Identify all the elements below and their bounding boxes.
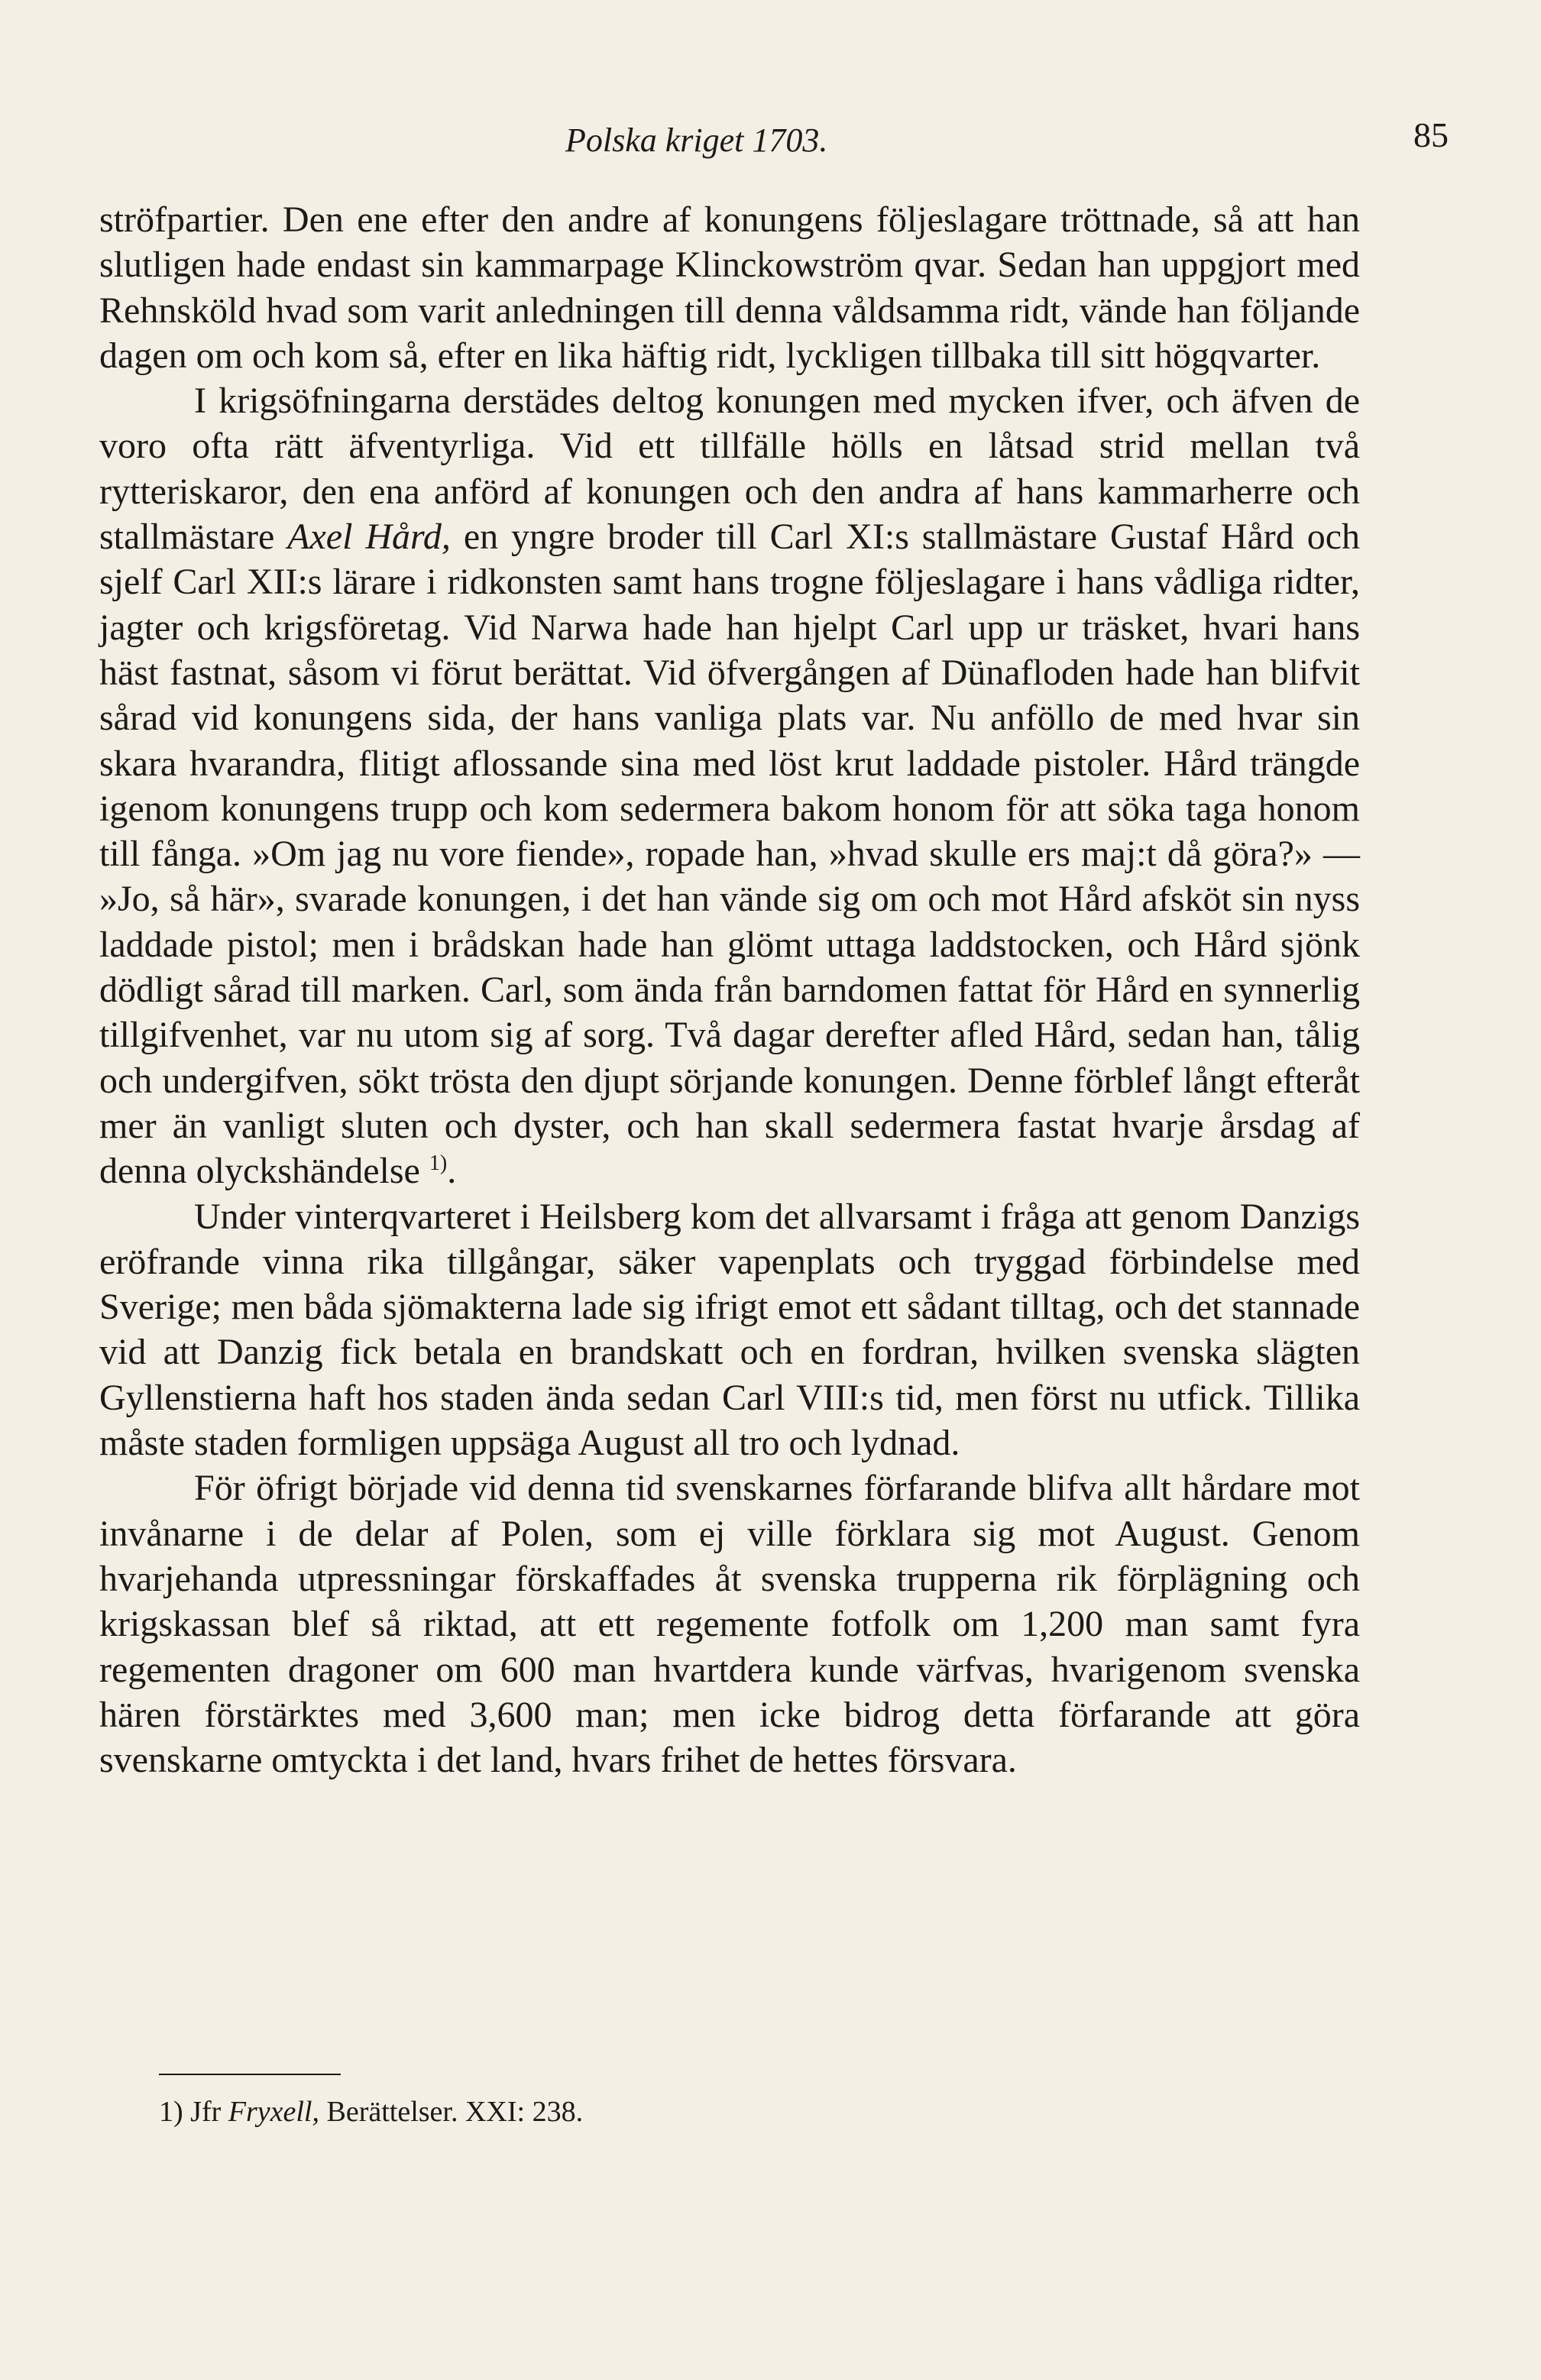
italic-name: Axel Hård, [287, 516, 451, 558]
page-number: 85 [1413, 115, 1449, 154]
footnote-reference: Berättelser. XXI: 238. [326, 2096, 584, 2128]
footnote-author: Fryxell, [228, 2096, 319, 2128]
paragraph [99, 1194, 1360, 1466]
text-run: . [447, 1151, 457, 1192]
text-run: I krigsöfningarna derstädes deltog konungen med mycken ifver, och äfven de voro ofta rätt äfventyrliga. Vid ett tillfälle hölls en låtsad strid mellan två rytteriskaror, den ena anförd af konungen och den andra af hans kammarherre och stallmästare [99, 380, 1360, 558]
paragraph [99, 378, 1360, 1193]
text-run: en yngre broder till Carl XI:s stallmästare Gustaf Hård och sjelf Carl XII:s lärare i ridkonsten samt hans trogne följeslagare i hans vådliga ridter, jagter och krigsföretag. Vid Narwa hade han hjelpt Carl upp ur träsket, hvari hans häst fastnat, såsom vi förut berättat. Vid öfvergången af Dünafloden hade han blifvit sårad vid konungens sida, der hans vanliga plats var. Nu anföllo de med hvar sin skara hvarandra, flitigt aflossande sina med löst krut laddade pistoler. Hård trängde igenom konungens trupp och kom sedermera bakom honom för att söka taga honom till fånga. »Om jag nu vore fiende», ropade han, »hvad skulle ers maj:t då göra?» — »Jo, så här», svarade konungen, i det han vände sig om och mot Hård afsköt sin nyss laddade pistol; men i brådskan hade han glömt uttaga laddstocken, och Hård sjönk dödligt sårad till marken. Carl, som ända från barndomen fattat för Hård en synnerlig tillgifvenhet, var nu utom sig af sorg. Två dagar derefter afled Hård, sedan han, tålig och undergifven, sökt trösta den djupt sörjande konungen. Denne förblef långt efteråt mer än vanligt sluten och dyster, och han skall sedermera fastat hvarje årsdag af denna olyckshändelse [99, 516, 1361, 1192]
paragraph [99, 197, 1360, 378]
text-run: För öfrigt började vid denna tid svenskarnes förfarande blifva allt hårdare mot invånarne i de delar af Polen, som ej ville förklara sig mot August. Genom hvarjehanda utpressningar förskaffades åt svenska trupperna rik förplägning och krigskassan blef så riktad, att ett regemente fotfolk om 1,200 man samt fyra regementen dragoner om 600 man hvartdera kunde värfvas, hvarigenom svenska hären förstärktes med 3,600 man; men icke bidrog detta förfarande att göra svenskarne omtyckta i det land, hvars frihet de hettes försvara. [99, 1468, 1360, 1781]
text-run: ströfpartier. Den ene efter den andre af konungens följeslagare tröttnade, så att han slutligen hade endast sin kammarpage Klinckowström qvar. Sedan han uppgjort med Rehnsköld hvad som varit anledningen till denna våldsamma ridt, vände han följande dagen om och kom så, efter en lika häftig ridt, lyckligen tillbaka till sitt högqvarter. [99, 199, 1360, 376]
footnote-divider [159, 2074, 341, 2075]
footnote-prefix: Jfr [190, 2096, 222, 2128]
running-header: Polska kriget 1703. [565, 121, 828, 159]
text-run: Under vinterqvarteret i Heilsberg kom det allvarsamt i fråga att genom Danzigs eröfrande vinna rika tillgångar, säker vapenplats och tryggad förbindelse med Sverige; men båda sjömakterna lade sig ifrigt emot ett sådant tilltag, och det stannade vid att Danzig fick betala en brandskatt och en fordran, hvilken svenska slägten Gyllenstierna haft hos staden ända sedan Carl VIII:s tid, men först nu utfick. Tillika måste staden formligen uppsäga August all tro och lydnad. [99, 1196, 1360, 1464]
footnote [159, 2095, 583, 2129]
footnote-marker: 1) [159, 2096, 183, 2128]
footnote-reference-marker: 1) [429, 1151, 448, 1176]
body-text [99, 197, 1360, 1783]
paragraph [99, 1465, 1360, 1783]
